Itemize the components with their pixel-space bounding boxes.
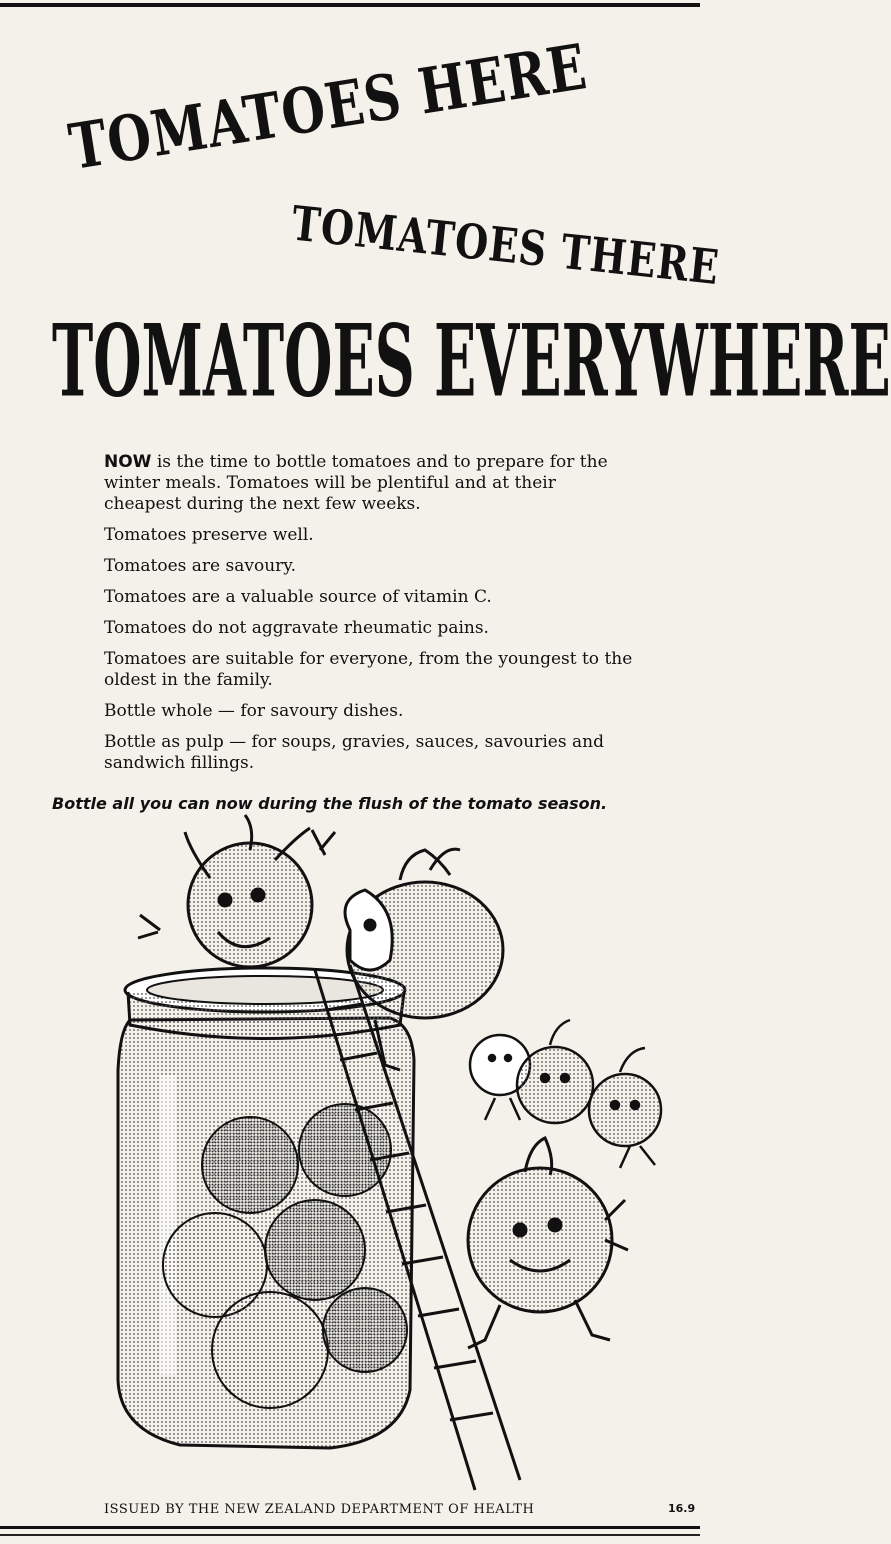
walking-tomato-icon bbox=[468, 1138, 628, 1348]
ad-code: 16.9 bbox=[668, 1502, 696, 1515]
marching-tomatoes-icon bbox=[470, 1020, 661, 1168]
tomato-jar-illustration bbox=[100, 820, 680, 1510]
headline-tomatoes-there: TOMATOES THERE bbox=[289, 194, 723, 296]
intro-paragraph bbox=[104, 452, 634, 515]
point-everyone: Tomatoes are suitable for everyone, from the youngest to the oldest in the family. bbox=[104, 649, 633, 690]
point-savoury: Tomatoes are savoury. bbox=[104, 556, 297, 576]
bottom-rule-thin bbox=[0, 1534, 700, 1536]
point-bottle-whole: Bottle whole — for savoury dishes. bbox=[104, 701, 404, 721]
headline-tomatoes-everywhere: TOMATOES EVERYWHERE bbox=[52, 302, 891, 420]
top-rule bbox=[0, 3, 700, 7]
intro-lead-word: NOW bbox=[104, 452, 152, 472]
point-preserve: Tomatoes preserve well. bbox=[104, 525, 314, 545]
point-rheumatic: Tomatoes do not aggravate rheumatic pains. bbox=[104, 618, 489, 638]
point-vitamin-c: Tomatoes are a valuable source of vitamin C. bbox=[104, 587, 492, 607]
issued-by-credit: ISSUED BY THE NEW ZEALAND DEPARTMENT OF HEALTH bbox=[104, 1502, 535, 1517]
body-copy bbox=[104, 452, 634, 784]
intro-text: is the time to bottle tomatoes and to prepare for the winter meals. Tomatoes will be plentiful and at their cheapest during the next few weeks. bbox=[104, 452, 608, 514]
headline-tomatoes-here: TOMATOES HERE bbox=[64, 29, 592, 184]
call-to-action: Bottle all you can now during the flush of the tomato season. bbox=[52, 794, 608, 813]
bottom-rule bbox=[0, 1526, 700, 1529]
point-bottle-pulp: Bottle as pulp — for soups, gravies, sauces, savouries and sandwich fillings. bbox=[104, 732, 604, 773]
tomato-entering-jar-icon bbox=[138, 815, 335, 967]
